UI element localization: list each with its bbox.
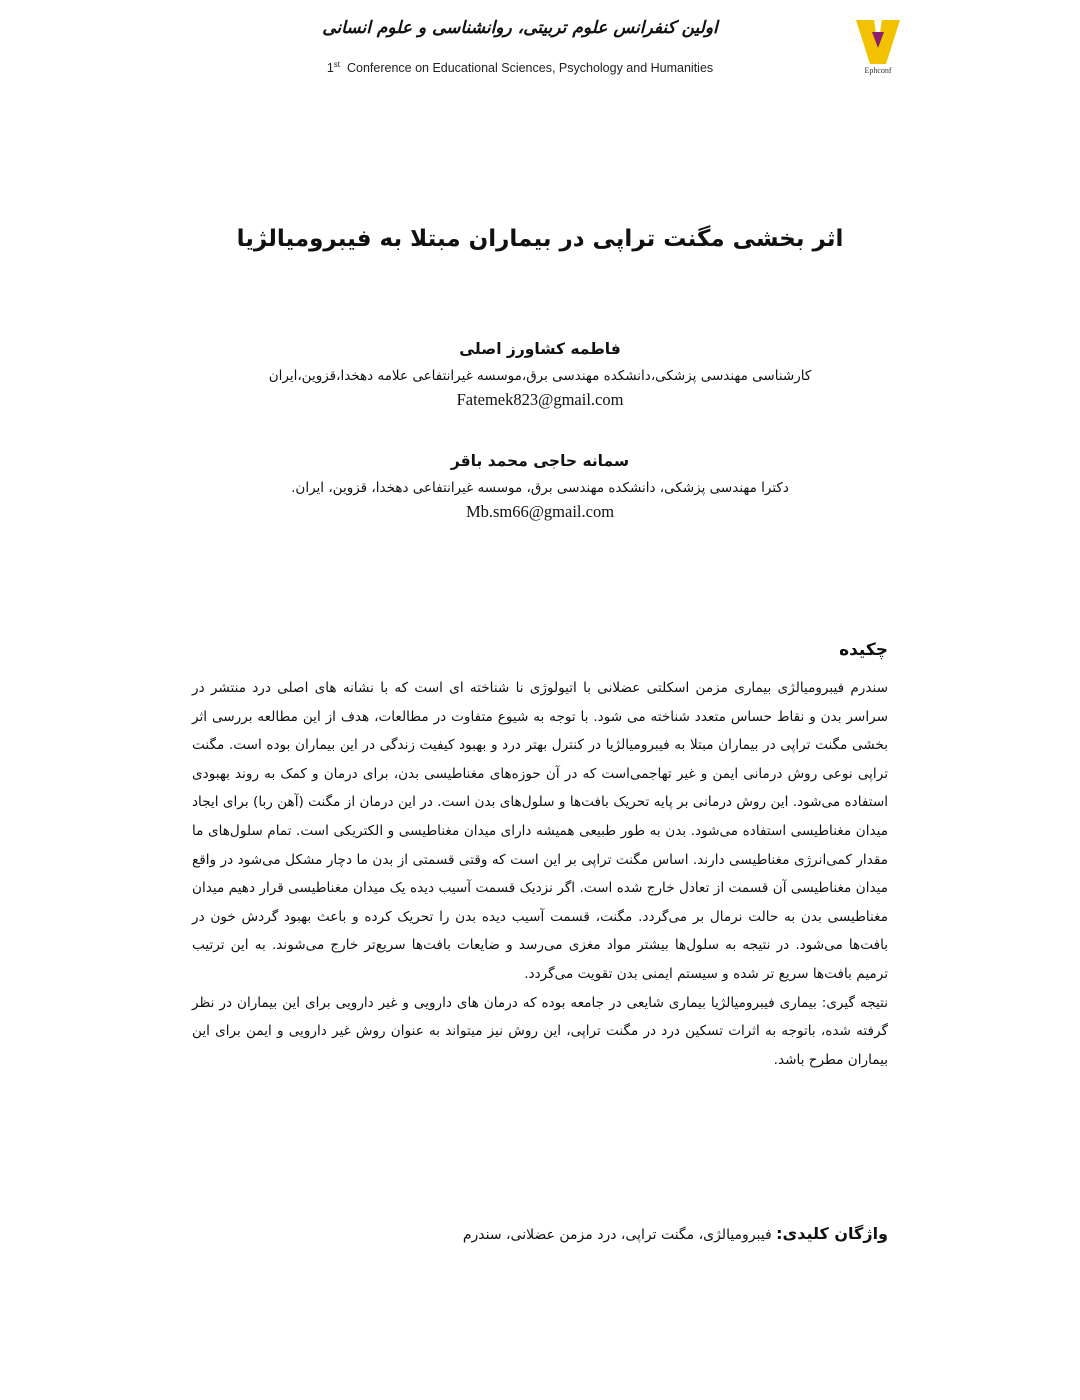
author-email: Mb.sm66@gmail.com — [465, 502, 615, 521]
abstract-body: سندرم فیبرومیالژی بیماری مزمن اسکلتی عضلانی با اتیولوژی نا شناخته ای است که با نشانه های اصلی درد منتشر در سراسر بدن و نقاط حساس متعدد شناخته می شود. با توجه به شیوع متفاوت در مطالعات، هدف از این مطالعه بررسی اثر بخشی مگنت تراپی در بیماران مبتلا به فیبرومیالژیا در کنترل بهتر درد و بهبود کیفیت زندگی در این بیماران بوده است. مگنت تراپی نوعی روش درمانی ایمن و غیر تهاجمی‌است که در آن حوزه‌های مغناطیسی بدن، برای درمان و کمک به روند بهبودی استفاده می‌شود. این روش درمانی بر پایه تحریک بافت‌ها و سلول‌های بدن است. در این درمان از مگنت (آهن ربا) برای ایجاد میدان مغناطیسی استفاده می‌شود. بدن به طور طبیعی همیشه دارای میدان مغناطیسی و الکتریکی است. تمام سلول‌های ما مقدار کمی‌انرژی مغناطیسی دارند. اساس مگنت تراپی بر این است که وقتی قسمتی از بدن ما دچار مشکل می‌شود در واقع میدان مغناطیسی آن قسمت از تعادل خارج شده است. اگر نزدیک قسمت آسیب دیده یک میدان مغناطیسی قرار دهیم میدان مغناطیسی بدن به حالت نرمال بر می‌گردد. مگنت، قسمت آسیب دیده بدن را تحریک کرده و باعث بهبود گردش خون در بافت‌ها می‌شود. در نتیجه به سلول‌ها بیشتر مواد مغزی می‌رسد و ضایعات بافت‌ها سریع‌تر خارج می‌شوند. به این ترتیب ترمیم بافت‌ها سریع تر شده و سیستم ایمنی بدن تقویت می‌گردد. — [192, 680, 888, 982]
conference-title-english — [220, 60, 820, 75]
abstract-conclusion: نتیجه گیری: بیماری فیبرومیالژیا بیماری شایعی در جامعه بوده که درمان های دارویی و غیر دارویی برای این بیماران در نظر گرفته شده، باتوجه به اثرات تسکین درد در مگنت تراپی، این روش نیز میتواند به عنوان روش غیر دارویی و ایمن برای این بیماران مطرح باشد. — [192, 994, 888, 1068]
author-email: Fatemek823@gmail.com — [456, 390, 624, 409]
author-block-2 — [140, 452, 940, 522]
conference-title-persian: اولین کنفرانس علوم تربیتی، روانشناسی و علوم انسانی — [322, 18, 718, 38]
author-block-1 — [140, 340, 940, 410]
conference-ordinal-suffix: st — [333, 60, 341, 69]
author-name: سمانه حاجی محمد باقر — [450, 452, 630, 470]
abstract-text — [192, 674, 888, 1074]
paper-title: اثر بخشی مگنت تراپی در بیماران مبتلا به فیبرومیالژیا — [236, 226, 844, 252]
keywords — [192, 1224, 888, 1243]
conference-name-english: Conference on Educational Sciences, Psychology and Humanities — [346, 61, 714, 76]
author-affiliation: کارشناسی مهندسی پزشکی،دانشکده مهندسی برق،موسسه غیرانتفاعی علامه دهخدا،قزوین،ایران — [268, 368, 812, 384]
author-name: فاطمه کشاورز اصلی — [459, 340, 621, 358]
author-affiliation: دکترا مهندسی پزشکی، دانشکده مهندسی برق، موسسه غیرانتفاعی دهخدا، قزوین، ایران. — [291, 480, 789, 496]
conference-logo-label: Ephconf — [864, 66, 892, 75]
keywords-label: واژگان کلیدی: — [776, 1224, 888, 1243]
keywords-values: فیبرومیالژی، مگنت تراپی، درد مزمن عضلانی، سندرم — [462, 1227, 772, 1243]
conference-ordinal: 1 — [326, 61, 334, 76]
abstract-heading: چکیده — [839, 640, 888, 660]
